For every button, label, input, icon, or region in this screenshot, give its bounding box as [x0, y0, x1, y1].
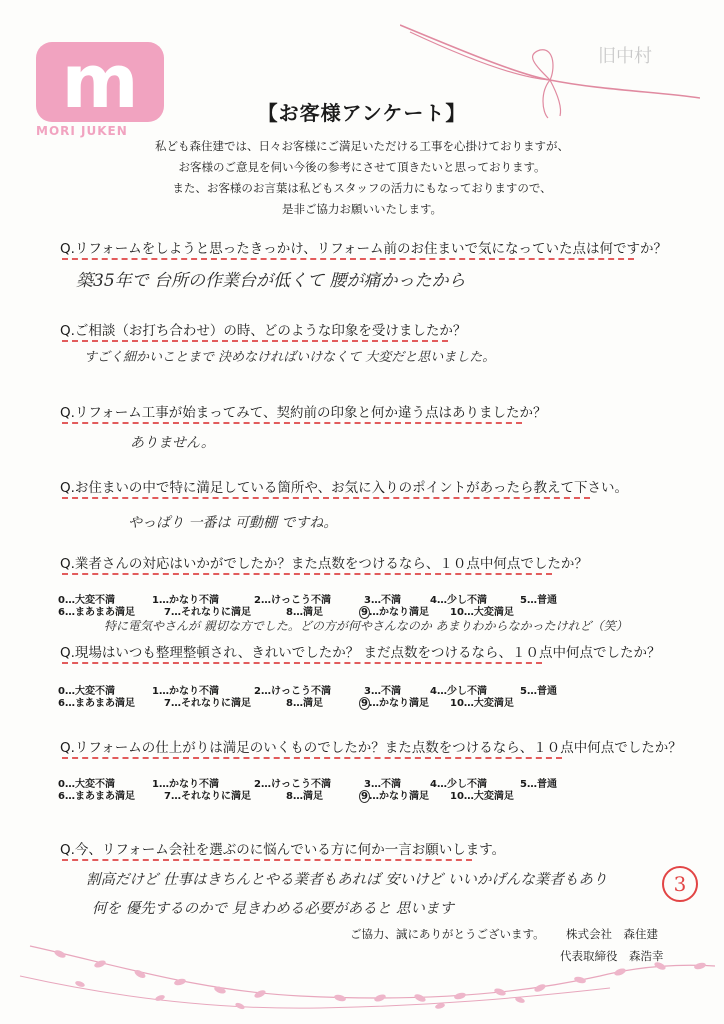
representative-name: 代表取締役 森浩幸: [560, 949, 664, 963]
scale-option: 5…普通: [520, 595, 557, 606]
scale-option: 6…まあまあ満足: [58, 698, 135, 709]
scale-option: 5…普通: [520, 686, 557, 697]
scale-option: 1…かなり不満: [152, 595, 219, 606]
rating-scale: [58, 682, 618, 709]
rating-scale: [58, 591, 618, 618]
scale-option: 0…大変不満: [58, 686, 115, 697]
scale-option: 7…それなりに満足: [164, 698, 251, 709]
question-underline: [62, 757, 562, 759]
scale-option: 4…少し不満: [430, 779, 487, 790]
scale-option: 4…少し不満: [430, 595, 487, 606]
thanks-text: ご協力、誠にありがとうございます。: [350, 927, 545, 941]
scale-option: 6…まあまあ満足: [58, 607, 135, 618]
question-4: Q.お住まいの中で特に満足している箇所や、お気に入りのポイントがあったら教えて下さい。: [60, 480, 629, 496]
scale-option-selected: 9…かなり満足: [361, 698, 429, 709]
scale-option: 3…不満: [364, 686, 401, 697]
question-6: Q.現場はいつも整理整頓され、きれいでしたか？ まだ点数をつけるなら、１０点中何点でしたか？: [60, 645, 661, 661]
scale-option: 0…大変不満: [58, 779, 115, 790]
floral-vine-decoration: [0, 936, 724, 1016]
selected-score-circle: 9: [361, 607, 368, 618]
question-underline: [62, 422, 522, 424]
scale-option: 5…普通: [520, 779, 557, 790]
scale-option: 7…それなりに満足: [164, 791, 251, 802]
rating-scale: [58, 775, 618, 802]
scale-option: 10…大変満足: [450, 698, 514, 709]
answer-3: ありません。: [130, 435, 215, 451]
question-underline: [62, 258, 634, 260]
scale-option: 4…少し不満: [430, 686, 487, 697]
answer-5: 特に電気やさんが 親切な方でした。どの方が何やさんなのか あまりわからなかったけれど（笑）: [104, 619, 628, 633]
scale-option: 0…大変不満: [58, 595, 115, 606]
scale-option: 3…不満: [364, 595, 401, 606]
answer-1: 築35年で 台所の作業台が低くて 腰が痛かったから: [76, 271, 466, 291]
question-underline: [62, 859, 472, 861]
question-5: Q.業者さんの対応はいかがでしたか？また点数をつけるなら、１０点中何点でしたか？: [60, 556, 588, 572]
question-3: Q.リフォーム工事が始まってみて、契約前の印象と何か違う点はありましたか？: [60, 405, 547, 421]
scale-option: 8…満足: [286, 698, 323, 709]
intro-text: [0, 136, 724, 220]
scale-option-selected: 9…かなり満足: [361, 607, 429, 618]
scale-option: 2…けっこう不満: [254, 595, 331, 606]
question-underline: [62, 340, 448, 342]
scale-option: 1…かなり不満: [152, 779, 219, 790]
scale-option: 2…けっこう不満: [254, 779, 331, 790]
question-8: Q.今、リフォーム会社を選ぶのに悩んでいる方に何か一言お願いします。: [60, 842, 506, 858]
question-7: Q.リフォームの仕上がりは満足のいくものでしたか？また点数をつけるなら、１０点中何点でしたか？: [60, 740, 682, 756]
scale-option: 1…かなり不満: [152, 686, 219, 697]
company-name: 株式会社 森住建: [566, 927, 658, 941]
scale-option: 7…それなりに満足: [164, 607, 251, 618]
handwritten-memo: 旧中村: [598, 46, 652, 67]
selected-score-circle: 9: [361, 698, 368, 709]
answer-8-line-2: 何を 優先するのかで 見きわめる必要があると 思います: [92, 901, 454, 917]
scale-option: 6…まあまあ満足: [58, 791, 135, 802]
scale-option: 10…大変満足: [450, 791, 514, 802]
handwritten-number-stamp: 3: [662, 866, 698, 902]
scale-option: 8…満足: [286, 607, 323, 618]
answer-2: すごく細かいことまで 決めなければいけなくて 大変だと思いました。: [84, 350, 496, 365]
question-1: Q.リフォームをしようと思ったきっかけ、リフォーム前のお住まいで気になっていた点は何ですか？: [60, 241, 668, 257]
scale-option: 3…不満: [364, 779, 401, 790]
question-2: Q.ご相談（お打ち合わせ）の時、どのような印象を受けましたか？: [60, 323, 467, 339]
intro-line: また、お客様のお言葉は私どもスタッフの活力にもなっておりますので、: [172, 181, 552, 195]
question-underline: [62, 662, 542, 664]
scale-option: 8…満足: [286, 791, 323, 802]
question-underline: [62, 497, 590, 499]
scale-option: 10…大変満足: [450, 607, 514, 618]
answer-8-line-1: 割高だけど 仕事はきちんとやる業者もあれば 安いけど いいかげんな業者もあり: [86, 872, 608, 888]
selected-score-circle: 9: [361, 791, 368, 802]
logo-brand-text: MORI JUKEN: [36, 124, 128, 138]
scale-option: 2…けっこう不満: [254, 686, 331, 697]
logo-mark: m: [36, 42, 164, 122]
scale-option-selected: 9…かなり満足: [361, 791, 429, 802]
answer-4: やっぱり 一番は 可動棚 ですね。: [128, 515, 338, 531]
page-title: 【お客様アンケート】: [257, 101, 467, 125]
intro-line: 私ども森住建では、日々お客様にご満足いただける工事を心掛けておりますが、: [155, 139, 569, 153]
intro-line: お客様のご意見を伺い今後の参考にさせて頂きたいと思っております。: [178, 160, 546, 174]
question-underline: [62, 573, 552, 575]
intro-line: 是非ご協力お願いいたします。: [281, 202, 443, 216]
